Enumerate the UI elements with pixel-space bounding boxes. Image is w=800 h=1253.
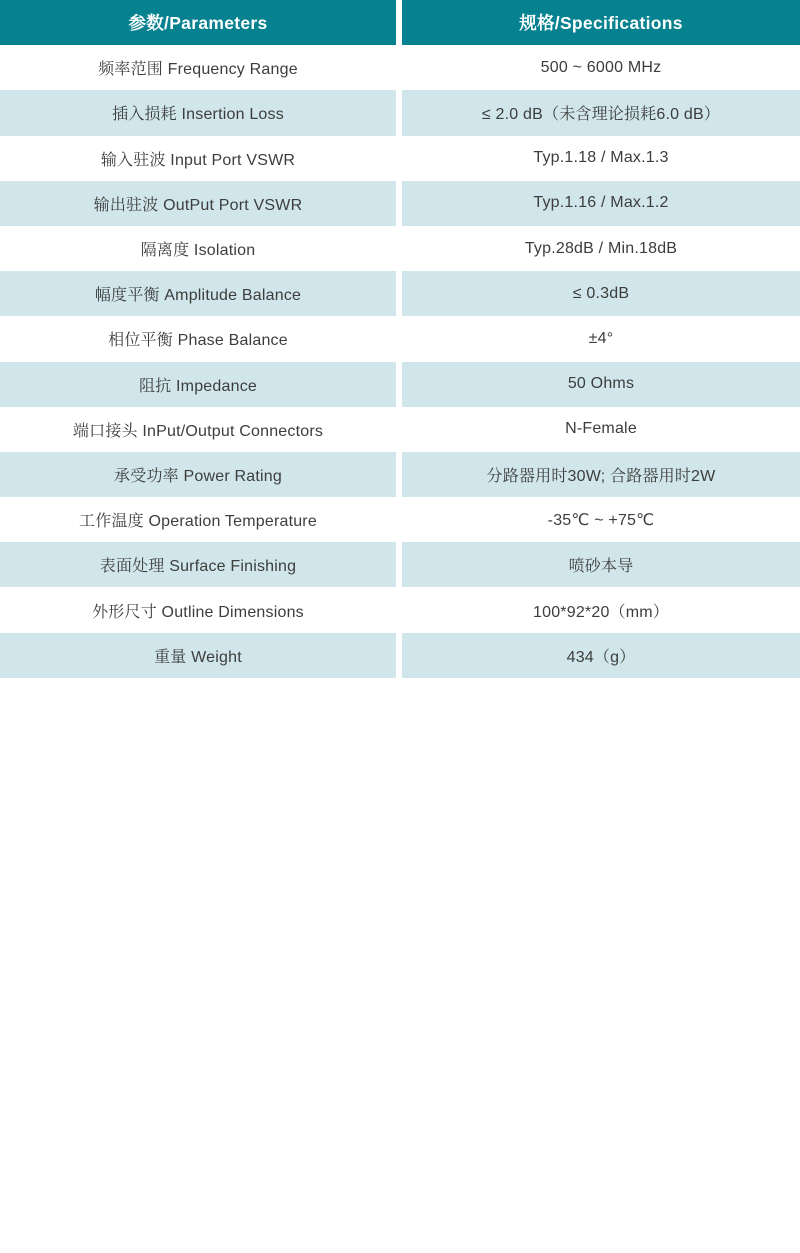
- spec-cell: [402, 452, 800, 497]
- spec-cell: [402, 45, 800, 90]
- spec-value: ≤ 2.0 dB（未含理论损耗6.0 dB）: [481, 106, 721, 124]
- table-row-weight: [0, 633, 800, 678]
- empty-whitespace: [0, 678, 800, 1253]
- spec-cell: [402, 542, 800, 587]
- param-cell: [0, 587, 396, 632]
- param-label: 外形尺寸 Outline Dimensions: [92, 603, 304, 621]
- table-row-operation-temperature: [0, 497, 800, 542]
- table-row-impedance: [0, 362, 800, 407]
- param-label: 输出驻波 OutPut Port VSWR: [93, 196, 303, 214]
- table-row-power-rating: [0, 452, 800, 497]
- param-label: 承受功率 Power Rating: [114, 467, 282, 485]
- header-specifications-label: 规格/Specifications: [519, 13, 683, 34]
- spec-value: 434（g）: [566, 648, 636, 666]
- param-cell: [0, 633, 396, 678]
- spec-cell: [402, 271, 800, 316]
- table-row-connectors: [0, 407, 800, 452]
- spec-cell: [402, 633, 800, 678]
- table-row-amplitude-balance: [0, 271, 800, 316]
- table-row-phase-balance: [0, 316, 800, 361]
- table-header-row: [0, 0, 800, 45]
- param-label: 端口接头 InPut/Output Connectors: [72, 422, 324, 440]
- spec-value: 100*92*20（mm）: [533, 603, 669, 621]
- param-cell: [0, 271, 396, 316]
- param-label: 阻抗 Impedance: [138, 377, 257, 395]
- spec-value: Typ.1.16 / Max.1.2: [533, 194, 669, 212]
- spec-value: Typ.1.18 / Max.1.3: [533, 149, 669, 167]
- spec-cell: [402, 226, 800, 271]
- spec-cell: [402, 136, 800, 181]
- param-cell: [0, 136, 396, 181]
- spec-cell: [402, 316, 800, 361]
- spec-value: 50 Ohms: [567, 375, 635, 393]
- spec-value: -35℃ ~ +75℃: [547, 511, 655, 529]
- param-label: 频率范围 Frequency Range: [98, 61, 298, 79]
- param-label: 隔离度 Isolation: [140, 242, 256, 260]
- param-cell: [0, 90, 396, 135]
- spec-cell: [402, 362, 800, 407]
- param-cell: [0, 181, 396, 226]
- table-row-frequency-range: [0, 45, 800, 90]
- header-specifications-cell: [402, 0, 800, 45]
- param-label: 重量 Weight: [154, 648, 242, 666]
- spec-value: 分路器用时30W; 合路器用时2W: [486, 467, 716, 485]
- param-cell: [0, 542, 396, 587]
- param-cell: [0, 497, 396, 542]
- spec-cell: [402, 497, 800, 542]
- spec-value: ≤ 0.3dB: [572, 284, 630, 302]
- table-row-isolation: [0, 226, 800, 271]
- spec-value: N-Female: [565, 420, 637, 438]
- param-cell: [0, 316, 396, 361]
- param-cell: [0, 452, 396, 497]
- spec-value: 喷砂本导: [568, 558, 634, 576]
- param-label: 表面处理 Surface Finishing: [99, 558, 297, 576]
- spec-cell: [402, 90, 800, 135]
- param-label: 输入驻波 Input Port VSWR: [100, 151, 296, 169]
- param-cell: [0, 362, 396, 407]
- param-cell: [0, 226, 396, 271]
- param-label: 幅度平衡 Amplitude Balance: [94, 287, 302, 305]
- param-label: 插入损耗 Insertion Loss: [112, 106, 284, 124]
- spec-cell: [402, 407, 800, 452]
- param-label: 相位平衡 Phase Balance: [108, 332, 288, 350]
- table-row-surface-finishing: [0, 542, 800, 587]
- spec-cell: [402, 587, 800, 632]
- param-cell: [0, 45, 396, 90]
- table-row-insertion-loss: [0, 90, 800, 135]
- header-parameters-label: 参数/Parameters: [128, 13, 268, 34]
- spec-value: Typ.28dB / Min.18dB: [524, 239, 678, 257]
- header-parameters-cell: [0, 0, 396, 45]
- table-row-output-vswr: [0, 181, 800, 226]
- param-cell: [0, 407, 396, 452]
- spec-value: ±4°: [588, 329, 614, 347]
- spec-value: 500 ~ 6000 MHz: [540, 58, 662, 76]
- param-label: 工作温度 Operation Temperature: [79, 513, 317, 531]
- table-row-input-vswr: [0, 136, 800, 181]
- table-row-outline-dimensions: [0, 587, 800, 632]
- spec-cell: [402, 181, 800, 226]
